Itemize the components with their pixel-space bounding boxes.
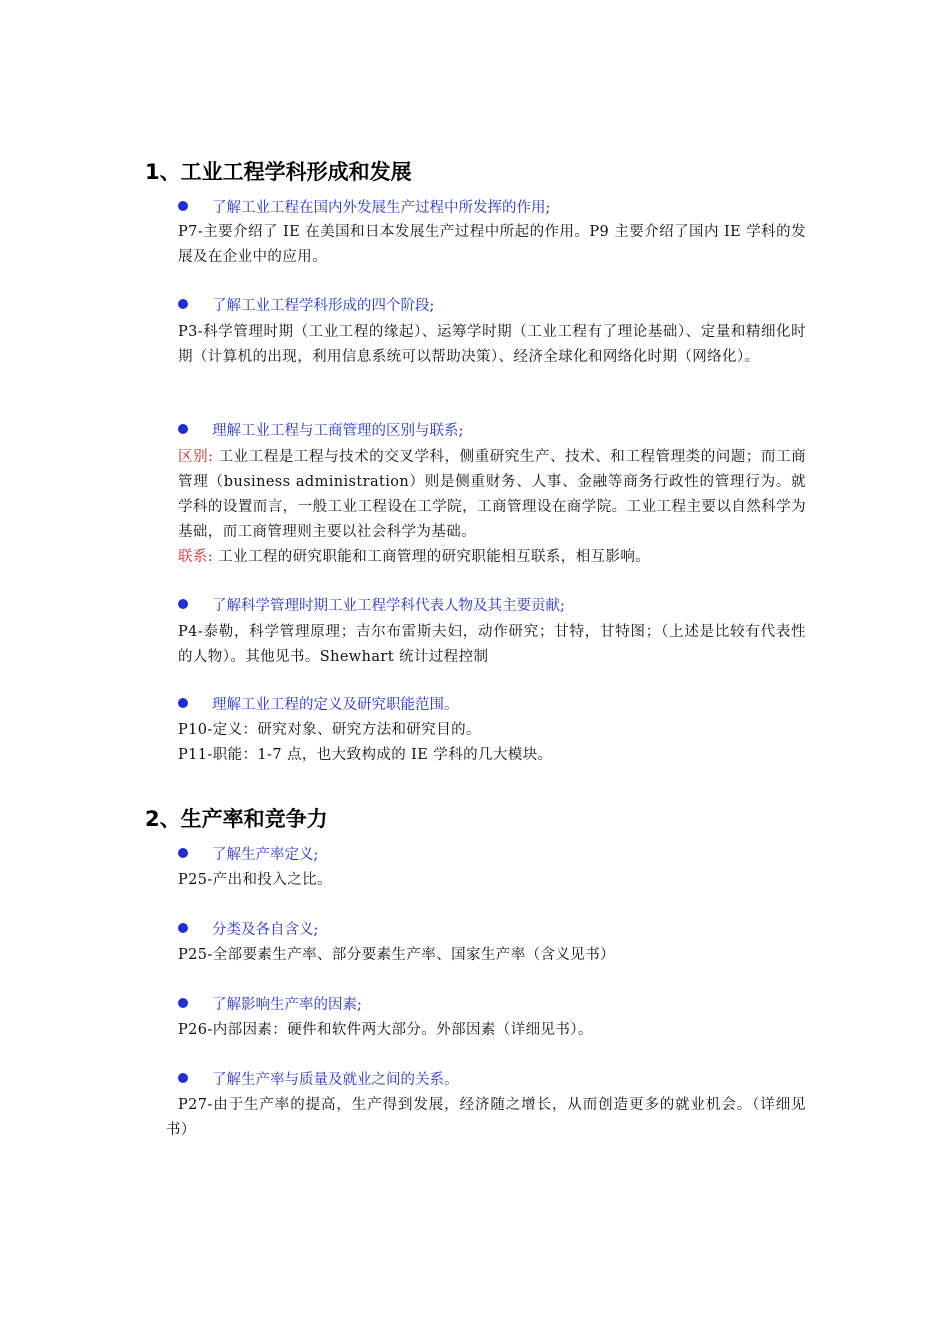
item-heading	[178, 420, 463, 442]
bullet-dot-icon	[178, 923, 188, 933]
item-heading	[178, 595, 565, 617]
item-body: P10-定义：研究对象、研究方法和研究目的。	[178, 722, 481, 738]
item-heading	[178, 919, 318, 941]
item-body: P25-产出和投入之比。	[178, 872, 332, 888]
item-body-relation	[178, 545, 806, 570]
item-heading	[178, 994, 362, 1016]
section-title-1: 1、工业工程学科形成和发展	[145, 160, 412, 184]
item-body: P3-科学管理时期（工业工程的缘起）、运筹学时期（工业工程有了理论基础）、定量和精细化时期（计算机的出现，利用信息系统可以帮助决策）、经济全球化和网络化时期（网络化）。	[178, 324, 806, 365]
item-heading-text: 理解工业工程的定义及研究职能范围。	[212, 697, 459, 713]
item-body: P7-主要介绍了 IE 在美国和日本发展生产过程中所起的作用。P9 主要介绍了国内 IE 学科的发展及在企业中的应用。	[178, 224, 806, 265]
bullet-dot-icon	[178, 1073, 188, 1083]
item-heading	[178, 1069, 459, 1091]
bullet-dot-icon	[178, 848, 188, 858]
item-heading-text: 了解工业工程学科形成的四个阶段;	[212, 298, 435, 314]
item-body: P27-由于生产率的提高，生产得到发展，经济随之增长，从而创造更多的就业机会。（详细见书）	[166, 1097, 806, 1138]
difference-label: 区别:	[178, 449, 214, 465]
item-heading	[178, 844, 318, 866]
item-heading	[178, 197, 550, 219]
item-heading-text: 了解影响生产率的因素;	[212, 997, 362, 1013]
bullet-dot-icon	[178, 599, 188, 609]
item-heading-text: 了解工业工程在国内外发展生产过程中所发挥的作用;	[212, 200, 551, 216]
item-heading-text: 了解生产率定义;	[212, 847, 319, 863]
item-body: P25-全部要素生产率、部分要素生产率、国家生产率（含义见书）	[178, 947, 616, 963]
item-heading-text: 了解生产率与质量及就业之间的关系。	[212, 1072, 459, 1088]
bullet-dot-icon	[178, 201, 188, 211]
item-body: P4-泰勒，科学管理原理；吉尔布雷斯夫妇，动作研究；甘特，甘特图；（上述是比较有代表性的人物）。其他见书。Shewhart 统计过程控制	[178, 624, 806, 665]
item-body: P26-内部因素：硬件和软件两大部分。外部因素（详细见书）。	[178, 1022, 593, 1038]
item-body: P11-职能：1-7 点，也大致构成的 IE 学科的几大模块。	[178, 747, 553, 763]
relation-text: 工业工程的研究职能和工商管理的研究职能相互联系，相互影响。	[218, 549, 651, 565]
item-heading-text: 了解科学管理时期工业工程学科代表人物及其主要贡献;	[212, 598, 565, 614]
difference-text: 工业工程是工程与技术的交叉学科，侧重研究生产、技术、和工程管理类的问题；而工商管理（business administration）则是侧重财务、人事、金融等商务行政性的管理行为。就学科的设置而言，一般工业工程设在工学院，工商管理设在商学院。工业工程主要以自然科学为基础，而工商管理则主要以社会科学为基础。	[178, 449, 806, 540]
bullet-dot-icon	[178, 424, 188, 434]
item-heading-text: 分类及各自含义;	[212, 922, 319, 938]
relation-label: 联系:	[178, 549, 214, 565]
bullet-dot-icon	[178, 998, 188, 1008]
item-body-difference	[178, 445, 806, 545]
section-title-2: 2、生产率和竞争力	[145, 807, 328, 831]
bullet-dot-icon	[178, 698, 188, 708]
item-heading-text: 理解工业工程与工商管理的区别与联系;	[212, 423, 464, 439]
bullet-dot-icon	[178, 299, 188, 309]
item-heading	[178, 295, 434, 317]
item-heading	[178, 694, 459, 716]
